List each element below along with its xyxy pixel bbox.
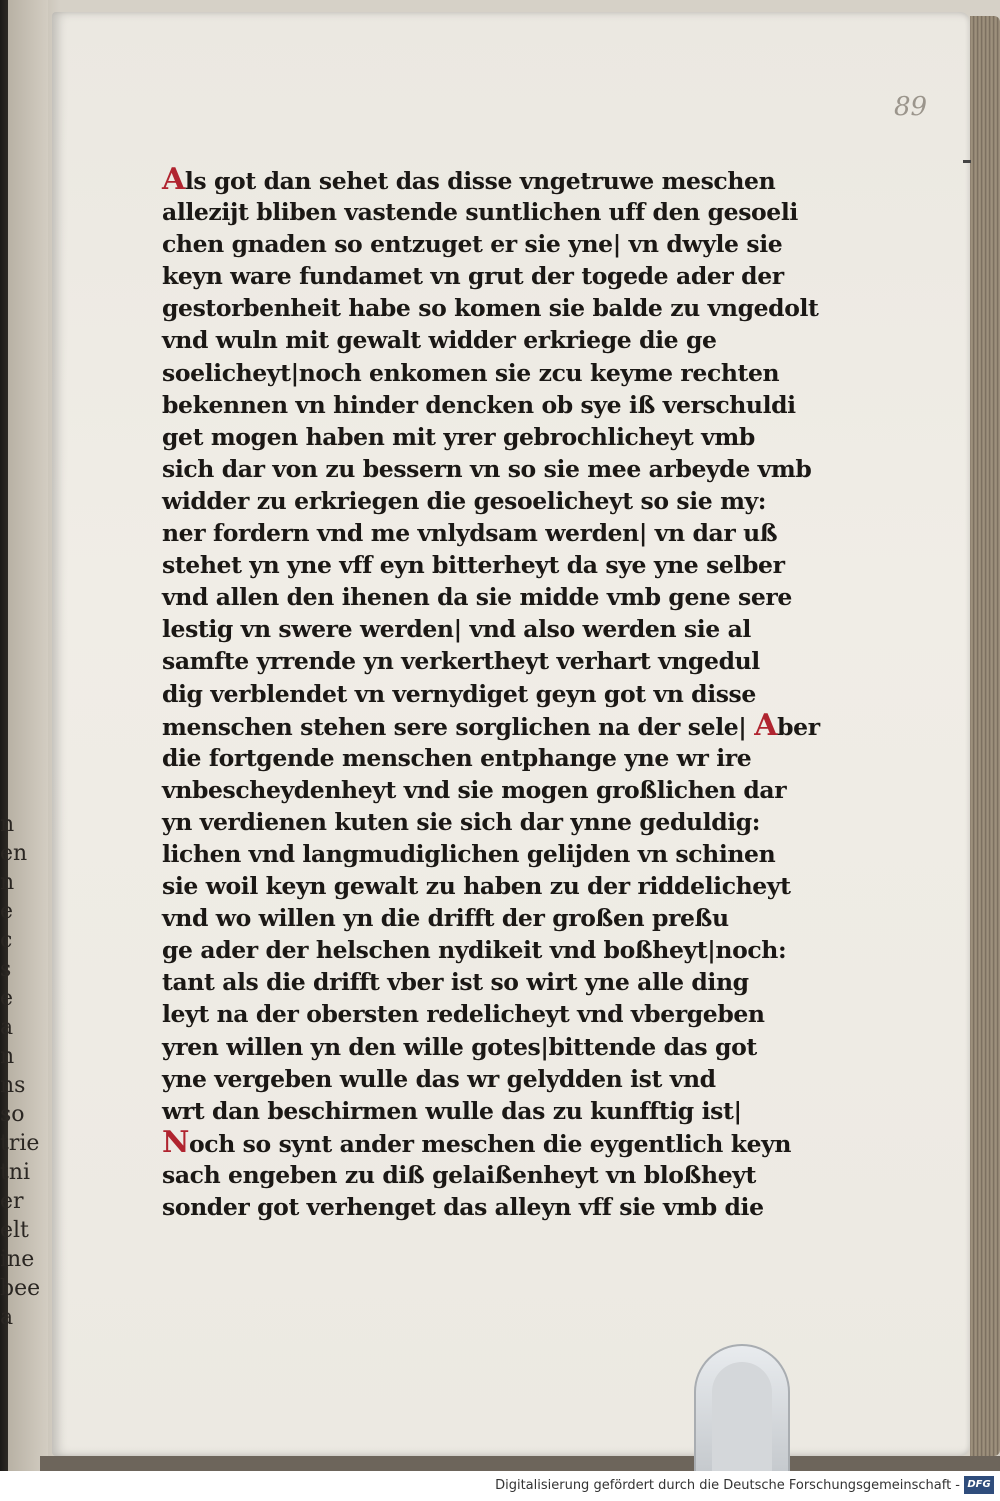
rubricated-initial: A xyxy=(754,707,778,743)
margin-fragment: a xyxy=(0,1305,14,1330)
page-stack-edge xyxy=(970,16,1000,1456)
book-bottom-edge xyxy=(40,1456,1000,1471)
page-holder-clip-inner xyxy=(712,1362,772,1474)
text-line: die fortgende menschen entphange yne wr ire xyxy=(162,743,752,772)
text-line: vnd allen den ihenen da sie midde vmb gene sere xyxy=(162,583,792,612)
text-line: sonder got verhenget das alleyn vff sie vmb die xyxy=(162,1193,764,1221)
text-line: get mogen haben mit yrer gebrochlicheyt vmb xyxy=(162,422,755,451)
incunable-text-block xyxy=(162,162,820,1223)
page-mark xyxy=(963,160,971,163)
text-line: Als got dan sehet das disse vngetruwe meschen xyxy=(162,162,776,197)
margin-fragment: elt xyxy=(0,1218,29,1243)
margin-fragment: e xyxy=(0,899,14,924)
text-line: bekennen vn hinder dencken ob sye iß verschuldi xyxy=(162,390,796,419)
margin-fragment: ine xyxy=(0,1247,35,1272)
margin-fragment: n xyxy=(0,1044,15,1069)
text-line: wrt dan beschirmen wulle das zu kunfftig ist| xyxy=(162,1096,742,1125)
text-line: ner fordern vnd me vnlydsam werden| vn dar uß xyxy=(162,519,778,548)
text-line: yn verdienen kuten sie sich dar ynne geduldig: xyxy=(162,807,761,836)
margin-fragment: s xyxy=(0,957,12,982)
margin-fragment: so xyxy=(0,1102,25,1127)
text-line: ge ader der helschen nydikeit vnd boßheyt|noch: xyxy=(162,936,787,965)
text-line: lestig vn swere werden| vnd also werden sie al xyxy=(162,615,751,644)
text-line: sach engeben zu diß gelaißenheyt vn bloßheyt xyxy=(162,1160,756,1189)
margin-fragment: e xyxy=(0,986,14,1011)
text-line: yren willen yn den wille gotes|bittende das got xyxy=(162,1032,757,1061)
previous-page-margin-text xyxy=(0,0,41,1471)
text-line: vnd wo willen yn die drifft der großen preßu xyxy=(162,904,729,933)
margin-fragment: ns xyxy=(0,1073,26,1098)
margin-fragment: n xyxy=(0,812,15,837)
text-line: allezijt bliben vastende suntlichen uff den gesoeli xyxy=(162,198,798,227)
dfg-logo-icon: DFG xyxy=(964,1476,994,1494)
text-line: gestorbenheit habe so komen sie balde zu vngedolt xyxy=(162,294,819,323)
text-line: dig verblendet vn vernydiget geyn got vn disse xyxy=(162,679,756,708)
margin-fragment: tni xyxy=(0,1160,31,1185)
text-line: keyn ware fundamet vn grut der togede ader der xyxy=(162,262,784,291)
text-line: vnbescheydenheyt vnd sie mogen großlichen dar xyxy=(162,775,787,804)
margin-fragment: a xyxy=(0,1015,14,1040)
text-line: sie woil keyn gewalt zu haben zu der riddelicheyt xyxy=(162,872,791,901)
margin-fragment: trie xyxy=(0,1131,40,1156)
margin-fragment: er xyxy=(0,1189,24,1214)
text-line: sich dar von zu bessern vn so sie mee arbeyde vmb xyxy=(162,454,812,483)
margin-fragment: bee xyxy=(0,1276,41,1301)
text-line: leyt na der obersten redelicheyt vnd vbergeben xyxy=(162,1000,765,1029)
rubricated-initial: N xyxy=(162,1124,190,1160)
margin-fragment: en xyxy=(0,841,28,866)
margin-fragment: c xyxy=(0,928,13,953)
text-line: stehet yn yne vff eyn bitterheyt da sye yne selber xyxy=(162,551,785,580)
text-line: chen gnaden so entzuget er sie yne| vn dwyle sie xyxy=(162,230,783,259)
page-holder-clip xyxy=(694,1344,790,1474)
text-line: tant als die drifft vber ist so wirt yne alle ding xyxy=(162,968,749,997)
text-line: vnd wuln mit gewalt widder erkriege die ge xyxy=(162,326,717,355)
margin-fragment: n xyxy=(0,870,15,895)
text-line: yne vergeben wulle das wr gelydden ist vnd xyxy=(162,1064,716,1093)
text-line: Noch so synt ander meschen die eygentlich keyn xyxy=(162,1124,792,1160)
footer-bar xyxy=(0,1471,1000,1501)
text-line: lichen vnd langmudiglichen gelijden vn schinen xyxy=(162,839,776,868)
text-line: menschen stehen sere sorglichen na der sele| Aber xyxy=(162,707,820,743)
folio-number: 89 xyxy=(894,92,928,122)
text-line: samfte yrrende yn verkertheyt verhart vngedul xyxy=(162,647,760,676)
text-line: soelicheyt|noch enkomen sie zcu keyme rechten xyxy=(162,358,780,387)
rubricated-initial: A xyxy=(162,162,185,197)
text-line: widder zu erkriegen die gesoelicheyt so sie my: xyxy=(162,486,767,515)
funding-credit: Digitalisierung gefördert durch die Deutsche Forschungsgemeinschaft - xyxy=(495,1478,960,1493)
